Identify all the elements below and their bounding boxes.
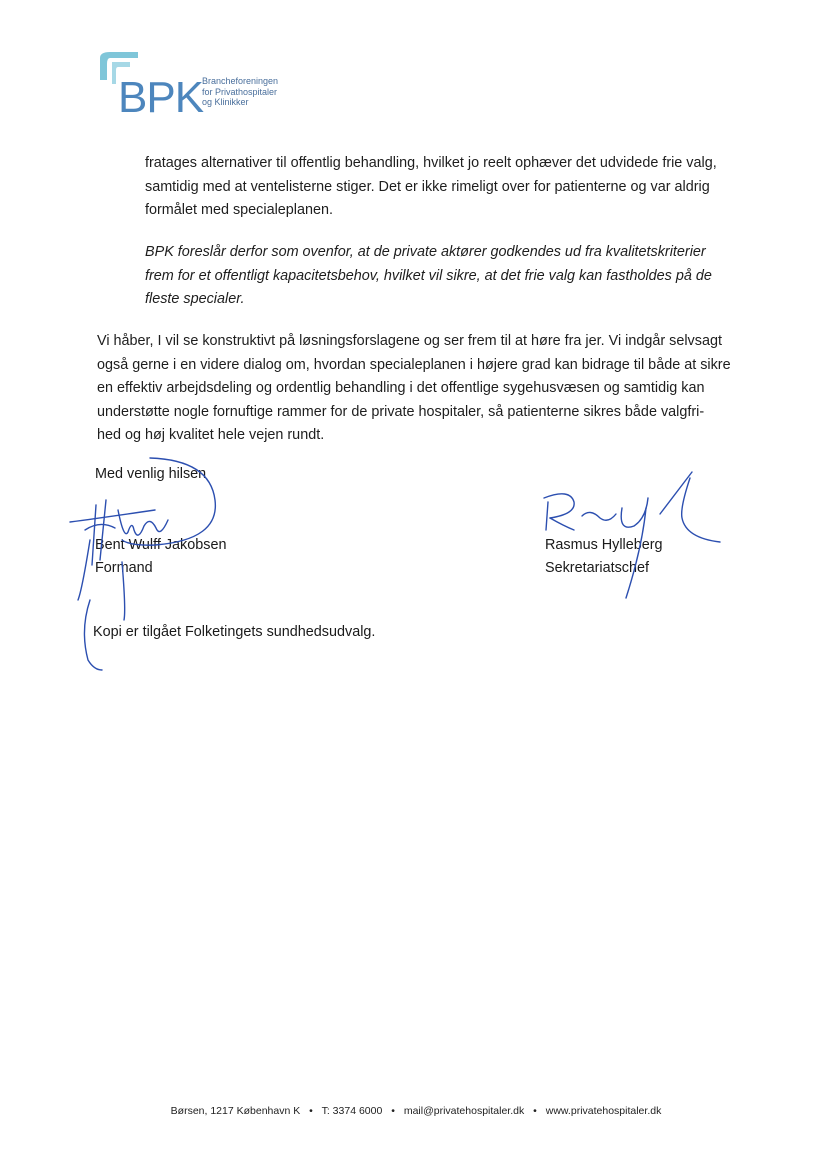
bpk-logo bbox=[98, 50, 298, 120]
paragraph-3 bbox=[97, 330, 737, 448]
footer-phone: T: 3374 6000 bbox=[321, 1105, 383, 1117]
text-line: Vi håber, I vil se konstruktivt på løsningsforslagene og ser frem til at høre fra jer. Vi indgår selvsagt bbox=[97, 333, 722, 349]
text-line: hed og høj kvalitet hele vejen rundt. bbox=[97, 427, 325, 443]
footer-separator: • bbox=[533, 1105, 537, 1117]
tagline-line: Brancheforeningen bbox=[202, 76, 279, 86]
logo-tagline bbox=[202, 76, 278, 108]
text-line: understøtte nogle fornuftige rammer for de private hospitaler, så patienterne sikres både valgfri- bbox=[97, 403, 705, 420]
text-line: frem for et offentligt kapacitetsbehov, hvilket vil sikre, at det frie valg kan fastholdes på de bbox=[145, 267, 712, 284]
svg-text:BPK: BPK bbox=[118, 73, 204, 120]
tagline-line: og Klinikker bbox=[202, 97, 249, 107]
text-line: BPK foreslår derfor som ovenfor, at de private aktører godkendes ud fra kvalitetskriterier bbox=[145, 244, 706, 260]
tagline-line: for Privathospitaler bbox=[202, 86, 278, 97]
footer-separator: • bbox=[309, 1105, 313, 1117]
signer-2-name: Rasmus Hylleberg bbox=[545, 537, 663, 553]
footer-separator: • bbox=[391, 1105, 395, 1117]
footer-website: www.privatehospitaler.dk bbox=[545, 1105, 662, 1117]
letter-footer bbox=[0, 1105, 826, 1117]
signer-2 bbox=[545, 534, 663, 580]
footer-email: mail@privatehospitaler.dk bbox=[403, 1105, 525, 1117]
text-line: samtidig med at ventelisterne stiger. Det er ikke rimeligt over for patienterne og var aldrig bbox=[145, 178, 710, 195]
greeting: Med venlig hilsen bbox=[95, 466, 207, 482]
signer-1-name: Bent Wulff Jakobsen bbox=[95, 537, 227, 553]
text-line: en effektiv arbejdsdeling og ordentlig behandling i det offentlige sygehusvæsen og samtidig kan bbox=[97, 380, 705, 396]
text-line: fleste specialer. bbox=[145, 291, 245, 307]
signer-2-title: Sekretariatschef bbox=[545, 560, 649, 576]
signer-1 bbox=[95, 534, 226, 580]
paragraph-1 bbox=[145, 152, 755, 223]
text-line: også gerne i en videre dialog om, hvordan specialeplanen i højere grad kan bidrage til både at sikre bbox=[97, 356, 731, 373]
paragraph-2-proposal bbox=[145, 241, 755, 312]
copy-note: Kopi er tilgået Folketingets sundhedsudvalg. bbox=[93, 624, 376, 640]
text-line: formålet med specialeplanen. bbox=[145, 202, 333, 218]
signer-1-title: Formand bbox=[95, 560, 153, 576]
text-line: fratages alternativer til offentlig behandling, hvilket jo reelt ophæver det udvidede frie valg, bbox=[145, 155, 717, 171]
footer-address: Børsen, 1217 København K bbox=[170, 1105, 301, 1117]
